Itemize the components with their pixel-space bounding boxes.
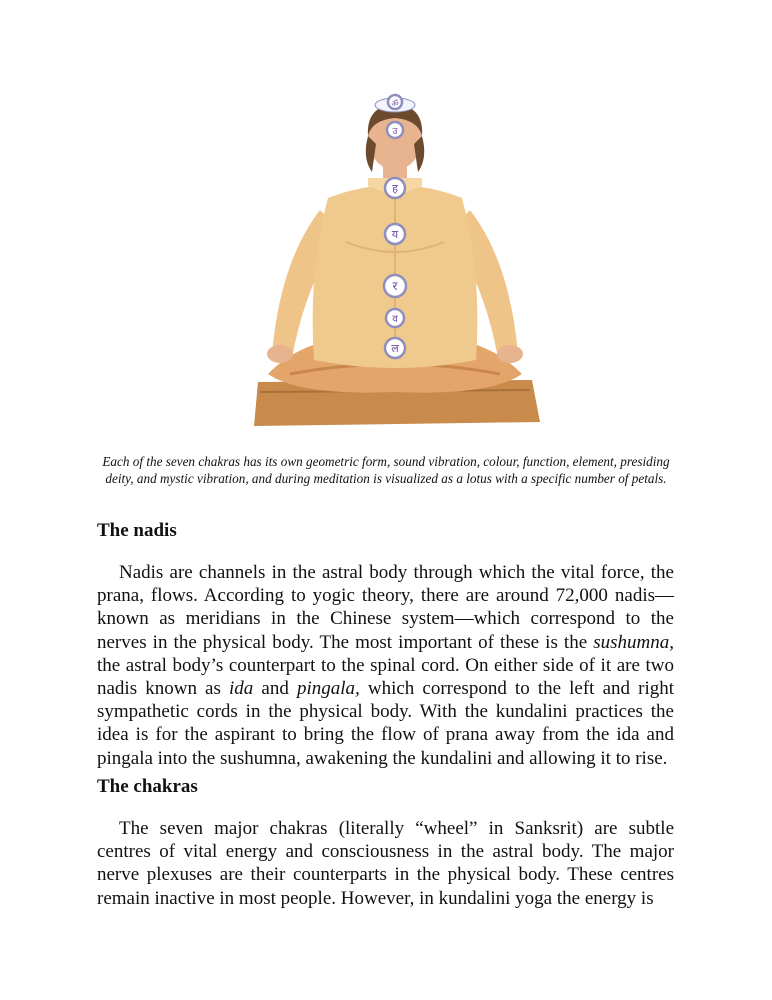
section-body-nadis — [97, 561, 674, 770]
text-run: the astral body’s counterpart to the spinal cord. On either side of it are two nadis known as — [97, 654, 674, 700]
text-run: ida — [229, 678, 254, 700]
text-run: The seven major chakras (literally “wheel” in Sanksrit) are subtle centres of vital energy and consciousness in the astral body. The major nerve plexuses are their counterparts in the physical body. These centres remain inactive in most people. However, in kundalini yoga the energy is — [97, 818, 674, 909]
chakras-paragraph — [97, 817, 674, 910]
left-hand — [267, 345, 293, 363]
meditation-figure-image — [250, 92, 540, 428]
section-body-chakras — [97, 817, 674, 910]
text-run: sushumna, — [593, 631, 674, 653]
chakra-glyph: ल — [391, 342, 399, 355]
chakra-glyph: र — [392, 279, 398, 293]
chakra-glyph: य — [391, 228, 399, 241]
chakra-glyph: उ — [392, 127, 398, 137]
chakra-glyph: व — [392, 314, 398, 325]
text-run: and — [253, 678, 297, 700]
text-run: pingala, — [296, 678, 360, 700]
nadis-paragraph — [97, 561, 674, 770]
section-heading-chakras: The chakras — [97, 776, 198, 797]
text-run: which correspond to the left and right sympathetic cords in the physical body. With the kundalini practices the idea is for the aspirant to bring the flow of prana away from the ida and pingala into the sushumna, awakening the kundalini and allowing it to rise. — [97, 678, 674, 769]
chakra-glyph: ॐ — [391, 99, 399, 108]
chakra-stack — [384, 95, 406, 358]
section-heading-nadis: The nadis — [97, 520, 177, 541]
chakra-glyph: ह — [392, 182, 398, 195]
figure-caption: Each of the seven chakras has its own geometric form, sound vibration, colour, function, element, presiding deity, and mystic vibration, and during meditation is visualized as a lotus with a specific number of petals. — [102, 454, 670, 486]
right-hand — [497, 345, 523, 363]
text-run: Nadis are channels in the astral body through which the vital force, the prana, flows. According to yogic theory, there are around 72,000 nadis—known as meridians in the Chinese system—which correspond to the nerves in the physical body. The most important of these is the — [97, 562, 674, 653]
